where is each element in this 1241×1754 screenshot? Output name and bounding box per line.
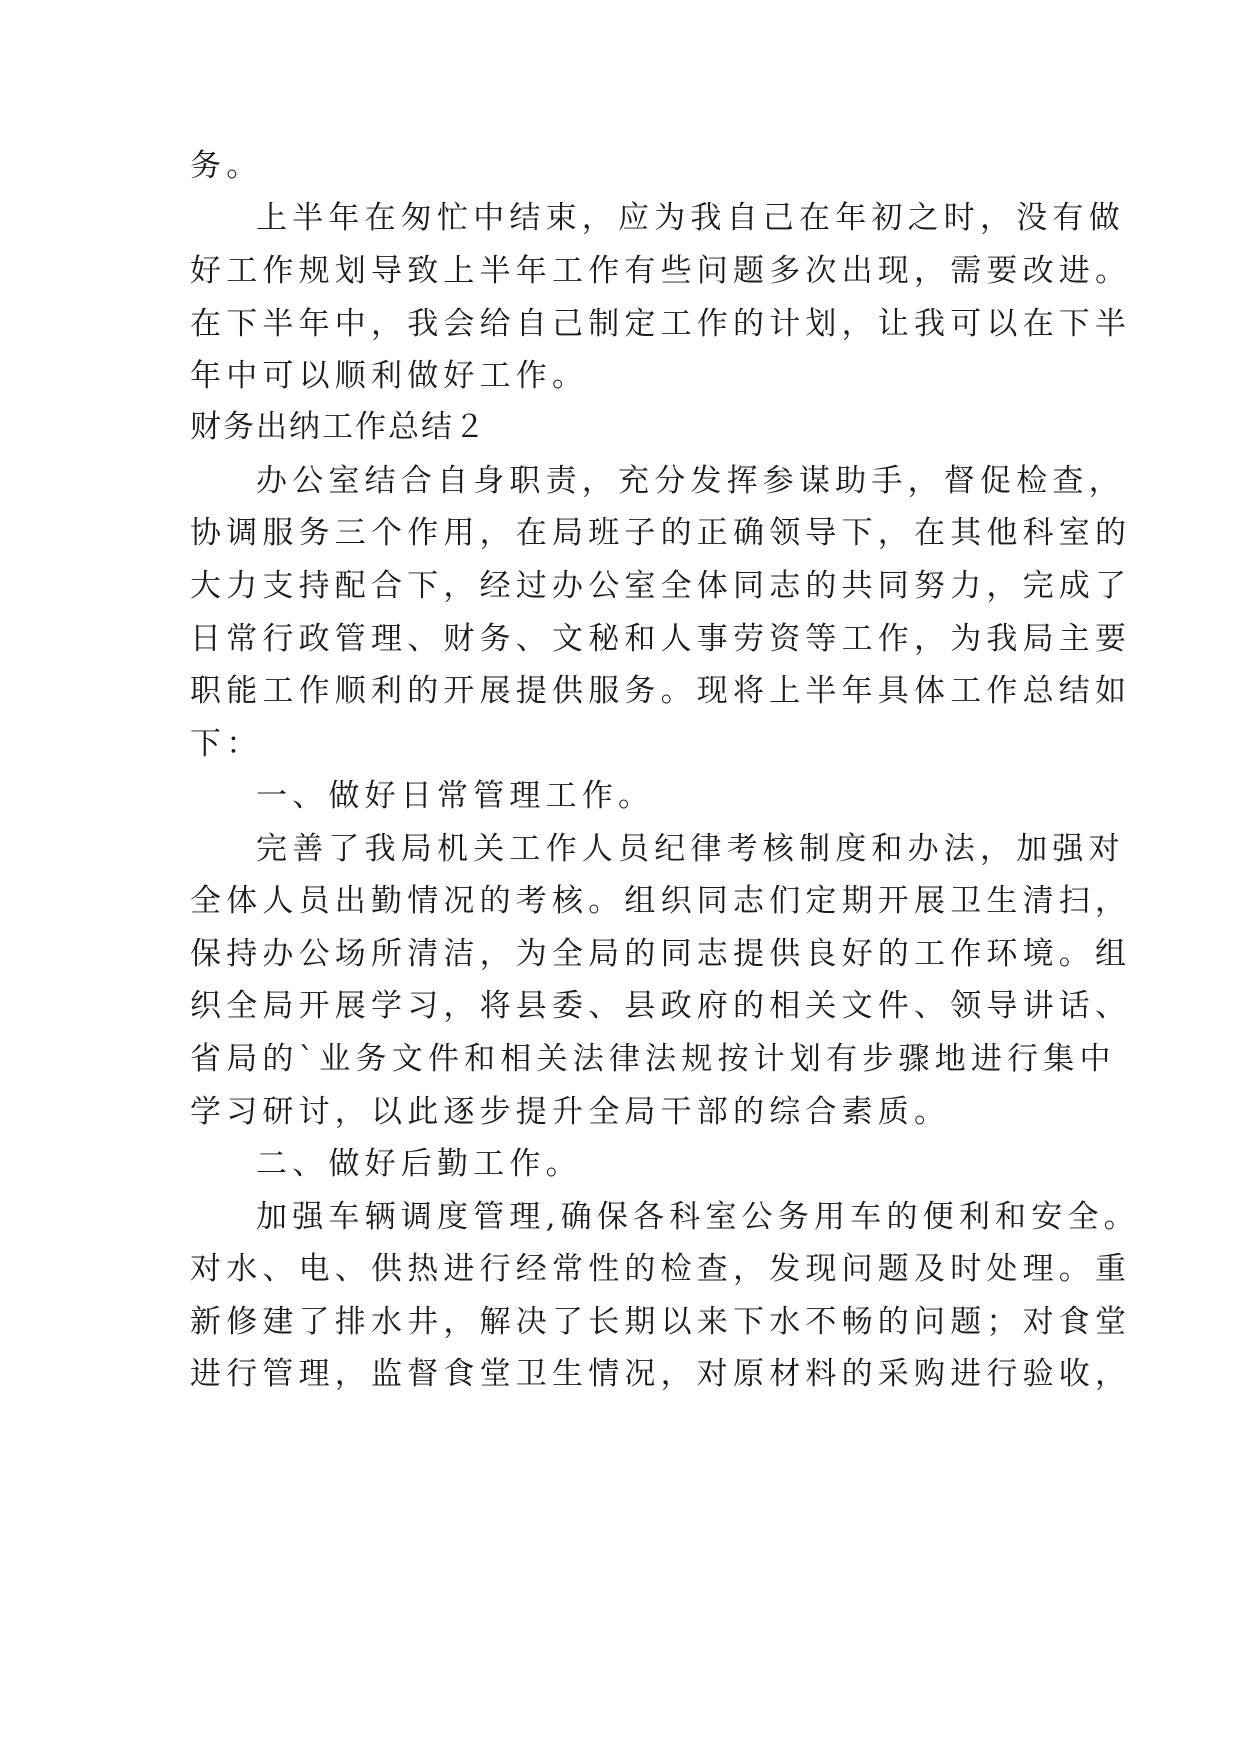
text-line: 好工作规划导致上半年工作有些问题多次出现，需要改进。 [190, 253, 1132, 289]
text-line: 职能工作顺利的开展提供服务。现将上半年具体工作总结如 [190, 673, 1132, 709]
text-line: 下： [190, 726, 263, 762]
text-line: 新修建了排水井，解决了长期以来下水不畅的问题；对食堂 [190, 1304, 1132, 1340]
text-line: 在下半年中，我会给自己制定工作的计划，让我可以在下半 [190, 306, 1132, 342]
text-line: 保持办公场所清洁，为全局的同志提供良好的工作环境。组 [190, 936, 1132, 972]
section-heading: 财务出纳工作总结２ [190, 409, 487, 445]
text-line: 大力支持配合下，经过办公室全体同志的共同努力，完成了 [190, 568, 1132, 604]
text-line: 年中可以顺利做好工作。 [190, 358, 589, 394]
paragraph-first-line: 完善了我局机关工作人员纪律考核制度和办法，加强对 [256, 831, 1125, 867]
document-page [190, 0, 1140, 1754]
paragraph-first-line: 加强车辆调度管理,确保各科室公务用车的便利和安全。 [256, 1199, 1140, 1235]
text-line: 务。 [190, 148, 263, 184]
text-line: 日常行政管理、财务、文秘和人事劳资等工作，为我局主要 [190, 621, 1132, 657]
text-line: 学习研讨，以此逐步提升全局干部的综合素质。 [190, 1094, 951, 1130]
subsection-heading: 一、做好日常管理工作。 [256, 778, 655, 814]
paragraph-first-line: 上半年在匆忙中结束，应为我自己在年初之时，没有做 [256, 200, 1125, 236]
text-line: 全体人员出勤情况的考核。组织同志们定期开展卫生清扫， [190, 883, 1132, 919]
text-line: 织全局开展学习，将县委、县政府的相关文件、领导讲话、 [190, 988, 1132, 1024]
subsection-heading: 二、做好后勤工作。 [256, 1146, 582, 1182]
text-line: 省局的`业务文件和相关法律法规按计划有步骤地进行集中 [190, 1041, 1116, 1077]
text-line: 进行管理，监督食堂卫生情况，对原材料的采购进行验收， [190, 1356, 1132, 1392]
text-line: 对水、电、供热进行经常性的检查，发现问题及时处理。重 [190, 1251, 1132, 1287]
text-line: 协调服务三个作用，在局班子的正确领导下，在其他科室的 [190, 515, 1132, 551]
paragraph-first-line: 办公室结合自身职责，充分发挥参谋助手，督促检查， [256, 463, 1125, 499]
